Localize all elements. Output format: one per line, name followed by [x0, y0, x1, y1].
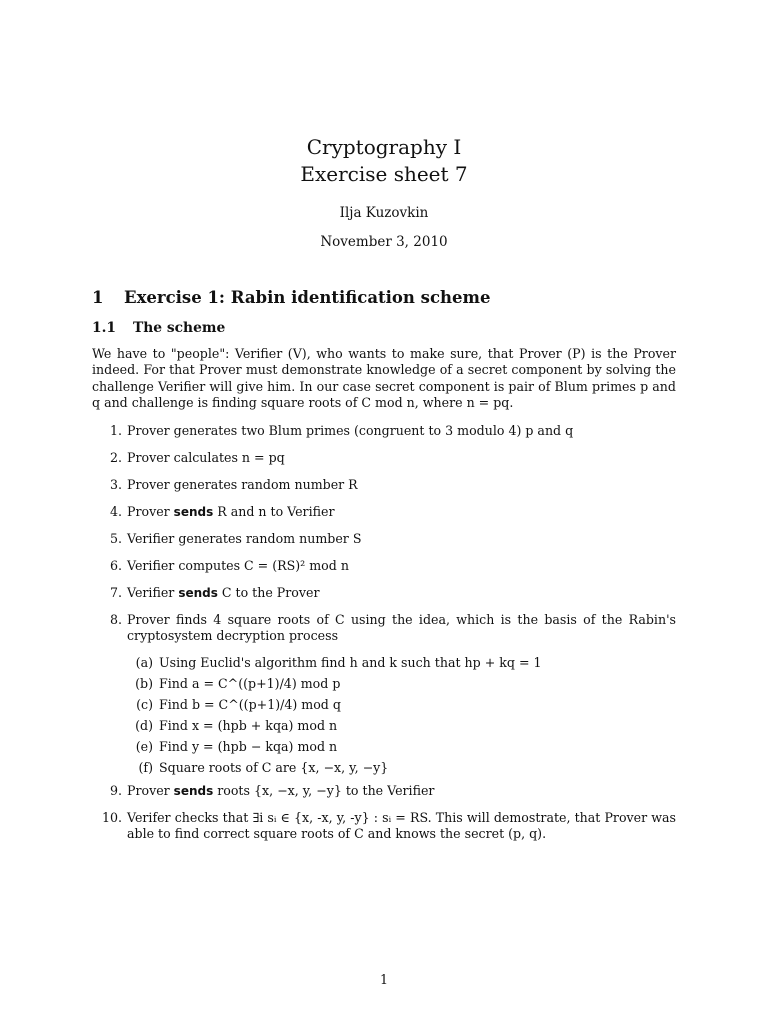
step-item — [92, 585, 676, 601]
substep-text: Find b = C^((p+1)/4) mod q — [159, 696, 341, 712]
step-marker: 3. — [109, 477, 122, 492]
subsection-title-text: The scheme — [133, 320, 226, 336]
step-text: Verifier computes C = (RS)² mod n — [127, 558, 349, 573]
section-title-text: Exercise 1: Rabin identification scheme — [124, 288, 491, 307]
step-marker: 2. — [109, 450, 122, 465]
step-text-post: roots {x, −x, y, −y} to the Verifier — [213, 782, 435, 798]
step-text-bold: sends — [173, 505, 214, 519]
step-marker: 4. — [109, 504, 122, 519]
section-number: 1 — [92, 288, 104, 307]
step-text: Prover generates two Blum primes (congruent to 3 modulo 4) p and q — [127, 423, 574, 438]
substep-text: Find x = (hpb + kqa) mod n — [159, 717, 338, 733]
step-text: Prover calculates n = pq — [127, 450, 285, 465]
section-heading — [92, 287, 490, 309]
step-item — [92, 504, 676, 520]
step-text-post: C to the Prover — [217, 585, 320, 600]
step-item — [92, 423, 676, 439]
step-marker: 8. — [109, 612, 122, 627]
step-marker: 7. — [109, 585, 122, 600]
substeps-list — [127, 655, 676, 776]
step-marker: 9. — [109, 782, 122, 798]
step-marker: 6. — [109, 558, 122, 573]
substep-item — [127, 760, 676, 776]
subsection-heading — [92, 319, 225, 337]
author: Ilja Kuzovkin — [339, 205, 429, 221]
title-line-1: Cryptography I — [306, 135, 462, 159]
intro-text: We have to "people": Verifier (V), who wants to make sure, that Prover (P) is the Prover indeed. For that Prover must demonstrate knowledge of a secret component by solving the challenge Verifier will give him. In our case secret component is pair of Blum primes p and q and challenge is finding square roots of C mod n, where n = pq. — [92, 346, 676, 411]
substep-text: Square roots of C are {x, −x, y, −y} — [159, 759, 389, 775]
substep-item — [127, 718, 676, 734]
substep-marker: (e) — [135, 738, 153, 754]
substep-text: Using Euclid's algorithm find h and k such that hp + kq = 1 — [159, 654, 542, 670]
substep-marker: (f) — [138, 759, 153, 775]
step-marker: 5. — [109, 531, 122, 546]
step-text — [127, 585, 676, 601]
title-block — [0, 134, 768, 251]
step-item — [92, 612, 676, 776]
step-item — [92, 477, 676, 493]
substep-marker: (a) — [135, 654, 153, 670]
step-text-pre: Prover — [127, 782, 174, 798]
step-text-bold: sends — [173, 783, 214, 798]
step-text-pre: Verifier — [127, 585, 179, 600]
step-text — [127, 783, 676, 799]
substep-text: Find a = C^((p+1)/4) mod p — [159, 675, 341, 691]
step-text: Verifer checks that ∃i sᵢ ∈ {x, -x, y, -y} : sᵢ = RS. This will demostrate, that Prover was able to find correct square roots of C and knows the secret (p, q). — [127, 809, 676, 842]
date: November 3, 2010 — [320, 234, 448, 250]
step-text-bold: sends — [178, 586, 218, 600]
step-marker: 1. — [109, 423, 122, 438]
steps-list — [92, 423, 676, 853]
subsection-number: 1.1 — [92, 320, 117, 336]
step-item — [92, 450, 676, 466]
substep-item — [127, 697, 676, 713]
substep-marker: (b) — [135, 675, 153, 691]
substep-text: Find y = (hpb − kqa) mod n — [159, 738, 338, 754]
step-item — [92, 783, 676, 799]
step-marker: 10. — [101, 809, 122, 825]
step-item — [92, 810, 676, 843]
step-item — [92, 558, 676, 574]
substep-marker: (d) — [135, 717, 153, 733]
step-text-pre: Prover — [127, 504, 174, 519]
step-item — [92, 531, 676, 547]
page-number: 1 — [379, 972, 388, 987]
step-text: Prover finds 4 square roots of C using the idea, which is the basis of the Rabin's cryptosystem decryption process — [127, 612, 676, 644]
step-text: Verifier generates random number S — [127, 531, 362, 546]
intro-paragraph — [92, 346, 676, 412]
step-text — [127, 504, 676, 520]
substep-item — [127, 676, 676, 692]
step-text-post: R and n to Verifier — [213, 504, 335, 519]
title-line-2: Exercise sheet 7 — [300, 162, 468, 186]
substep-item — [127, 655, 676, 671]
substep-marker: (c) — [136, 696, 153, 712]
substep-item — [127, 739, 676, 755]
step-text: Prover generates random number R — [127, 477, 358, 492]
